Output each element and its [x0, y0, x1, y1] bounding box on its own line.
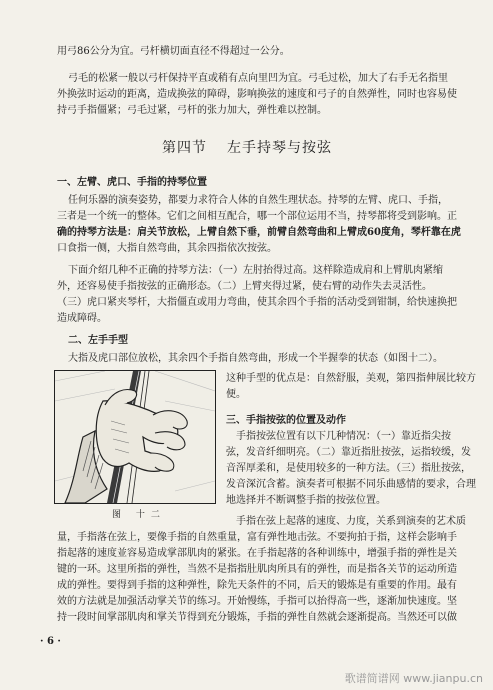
text-line-p0: 用弓86公分为宜。弓杆横切面直径不得超过一公分。: [57, 46, 290, 57]
text-line-p6d: 键的一环。这里所指的弹性，当然不是指指肚肌肉所具有的弹性，而是指各关节的运动所造: [57, 564, 457, 575]
text-line-p3d: 造成障碍。: [57, 313, 107, 324]
figure-caption: 图 十二: [112, 510, 166, 520]
text-line-p6g: 持一段时间掌部肌肉和掌关节得到充分锻炼，手指的弹性自然就会逐渐提高。当然还可以做: [57, 612, 457, 623]
text-line-p6e: 成的弹性。要得到手指的这种弹性，除先天条件的不同，后天的锻炼是有重要的作用。最有: [57, 580, 457, 591]
text-line-p5d: 发音深沉含蓄。演奏者可根据不同乐曲感情的要求，合理: [226, 479, 476, 490]
text-line-p3a: 下面介绍几种不正确的持琴方法：（一）左肘抬得过高。这样除造成肩和上臂肌肉紧缩: [68, 265, 443, 276]
text-line-p2b: 三者是一个统一的整体。它们之间相互配合，哪一个部位运用不当，持琴都将受到影响。正: [57, 211, 457, 222]
page-number: · 6 ·: [40, 636, 61, 647]
text-line-p3b: 外，还容易使手指按弦的正确形态。（二）上臂夹得过紧，使右臂的动作失去灵活性。: [57, 281, 432, 292]
text-line-p4b: 这种手型的优点是：自然舒服，美观，第四指伸展比较方: [226, 373, 476, 384]
text-line-p6c: 指起落的速度並容易造成掌部肌肉的紧张。在手指起落的各种训练中，增强手指的弹性是关: [57, 548, 457, 559]
text-line-p6f: 效的方法就是加强活动掌关节的练习。开始慢练，手指可以抬得高一些，逐渐加快速度。坚: [57, 596, 457, 607]
subheading-h2: 二、左手手型: [68, 335, 128, 346]
text-line-p4a: 大指及虎口部位放松，其余四个手指自然弯曲，形成一个半握拳的状态（如图十二）。: [68, 353, 443, 364]
section-number: 第四节: [162, 140, 207, 156]
text-line-p2c: 确的持琴方法是：肩关节放松，上臂自然下垂，前臂自然弯曲和上臂成60度角，琴杆靠在虎: [57, 227, 461, 238]
text-line-p1c: 持弓手指僵紧；弓毛过紧，弓杆的张力加大，弹性难以控制。: [57, 105, 327, 116]
subheading-h1: 一、左臂、虎口、手指的持琴位置: [57, 177, 207, 188]
text-line-p1b: 外换弦时运动的距离，造成换弦的障碍，影响换弦的速度和弓子的自然弹性，同时也容易使: [57, 89, 457, 100]
text-line-p2d: 口食指一侧，大指自然弯曲，其余四指依次按弦。: [57, 243, 277, 254]
subheading-h3: 三、手指按弦的位置及动作: [226, 415, 346, 426]
hand-illustration: [55, 371, 215, 503]
text-line-p3c: （三）虎口紧夹琴杆，大指僵直或用力弯曲，使其余四个手指的活动受到钳制，给快速换把: [57, 297, 457, 308]
section-name: 左手持琴与按弦: [227, 140, 332, 156]
text-line-p6b: 量，手指落在弦上，要像手指的自然重量，富有弹性地击弦。不要拘拍于指，这样会影响手: [57, 532, 457, 543]
section-title: [162, 137, 332, 157]
text-line-p2a: 任何乐器的演奏姿势，都要力求符合人体的自然生理状态。持琴的左臂、虎口、手指，: [68, 195, 448, 206]
text-line-p6a: 手指在弦上起落的速度、力度，关系到演奏的艺术质: [236, 516, 466, 527]
text-line-p5e: 地选择并不断调整手指的按弦位置。: [226, 495, 386, 506]
watermark: 歌谱简谱网 www.jianpu.cn: [344, 672, 483, 685]
text-line-p5b: 弦，发音纤细明亮。（二）靠近指肚按弦，运指较缓，发: [226, 447, 471, 458]
text-line-p1a: 弓毛的松紧一般以弓杆保持平直或稍有点向里凹为宜。弓毛过松，加大了右手无名指里: [68, 73, 448, 84]
text-line-p5a: 手指按弦位置有以下几种情况：（一）靠近指尖按: [236, 431, 451, 442]
text-line-p5c: 音浑厚柔和，是使用较多的一种方法。（三）指肚按弦，: [226, 463, 471, 474]
text-line-p4c: 便。: [226, 389, 246, 400]
figure-hand-position: [54, 370, 216, 504]
